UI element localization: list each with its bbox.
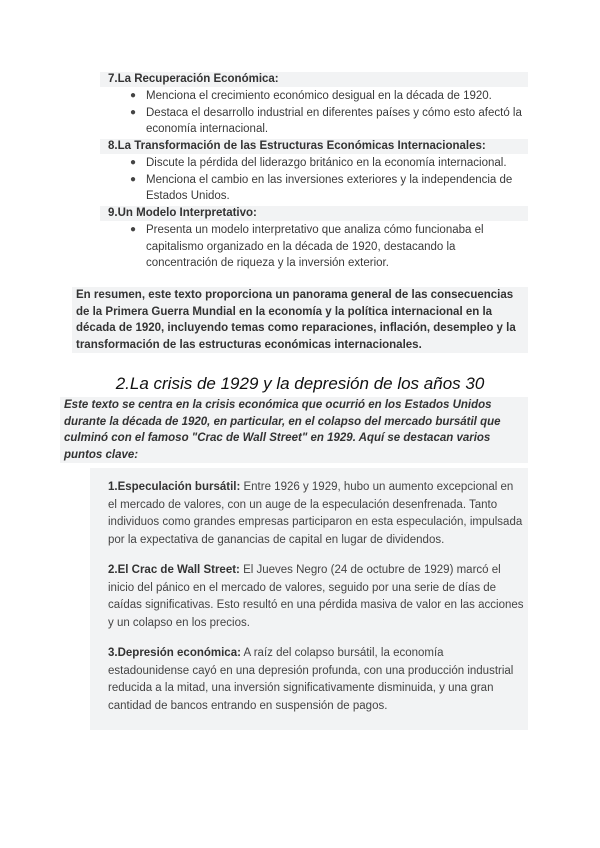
section-8-list — [128, 155, 528, 205]
key-point-label: 2.El Crac de Wall Street: — [108, 564, 240, 576]
list-item: ● Discute la pérdida del liderazgo británico en la economía internacional. — [128, 155, 528, 172]
key-point-text: El Jueves Negro (24 de octubre de 1929) marcó el inicio del pánico en el mercado de valores, seguido por una serie de días de caídas significativas. Esto resultó en una pérdida masiva de valor en las acciones y un colapso en los precios. — [108, 564, 524, 629]
key-point-text: A raíz del colapso bursátil, la economía estadounidense cayó en una depresión profunda, con una producción industrial reducida a la mitad, una inversión significativamente disminuida, y una gran cantidad de bancos entrando en suspensión de pagos. — [108, 647, 514, 712]
bullet-icon: ● — [130, 106, 137, 118]
chapter-2-title: 2.La crisis de 1929 y la depresión de los años 30 — [115, 374, 485, 393]
key-point-label: 3.Depresión económica: — [108, 647, 241, 659]
list-item: ● Presenta un modelo interpretativo que analiza cómo funcionaba el capitalismo organizado en la década de 1920, destacando la concentración de riqueza y la inversión exterior. — [130, 224, 484, 269]
key-point-3 — [108, 645, 524, 715]
list-item: ● Destaca el desarrollo industrial en diferentes países y cómo esto afectó la economía internacional. — [130, 106, 522, 135]
key-point-1 — [108, 479, 524, 549]
key-point-text: Entre 1926 y 1929, hubo un aumento excepcional en el mercado de valores, con un auge de la especulación desenfrenada. Tanto individuos como grandes empresas participaron en esta especulación, impulsada por la expectativa de ganancias de capital en lugar de dividendos. — [108, 481, 523, 546]
bullet-icon: ● — [130, 157, 137, 168]
section-8-heading: 8.La Transformación de las Estructuras Económicas Internacionales: — [100, 139, 528, 154]
key-point-label: 1.Especulación bursátil: — [108, 481, 241, 493]
section-7-list — [128, 88, 528, 138]
bullet-icon: ● — [130, 224, 137, 235]
bullet-icon: ● — [130, 173, 137, 185]
chapter-2-intro: Este texto se centra en la crisis económica que ocurrió en los Estados Unidos durante la década de 1920, en particular, en el colapso del mercado bursátil que culminó con el famoso "Crac de Wall Street" en 1929. Aquí se destacan varios puntos clave: — [60, 397, 528, 463]
section-9-list — [128, 222, 528, 272]
list-item: ● Menciona el crecimiento económico desigual en la década de 1920. — [128, 88, 528, 105]
section-9-heading: 9.Un Modelo Interpretativo: — [100, 206, 528, 221]
summary-paragraph: En resumen, este texto proporciona un panorama general de las consecuencias de la Primera Guerra Mundial en la economía y la política internacional en la década de 1920, incluyendo temas como reparaciones, inflación, desempleo y la transformación de las estructuras económicas internacionales. — [72, 287, 528, 353]
section-7-heading: 7.La Recuperación Económica: — [100, 72, 528, 87]
key-point-2 — [108, 562, 524, 632]
bullet-icon: ● — [130, 90, 137, 101]
list-item: ● Menciona el cambio en las inversiones exteriores y la independencia de Estados Unidos. — [130, 173, 513, 202]
